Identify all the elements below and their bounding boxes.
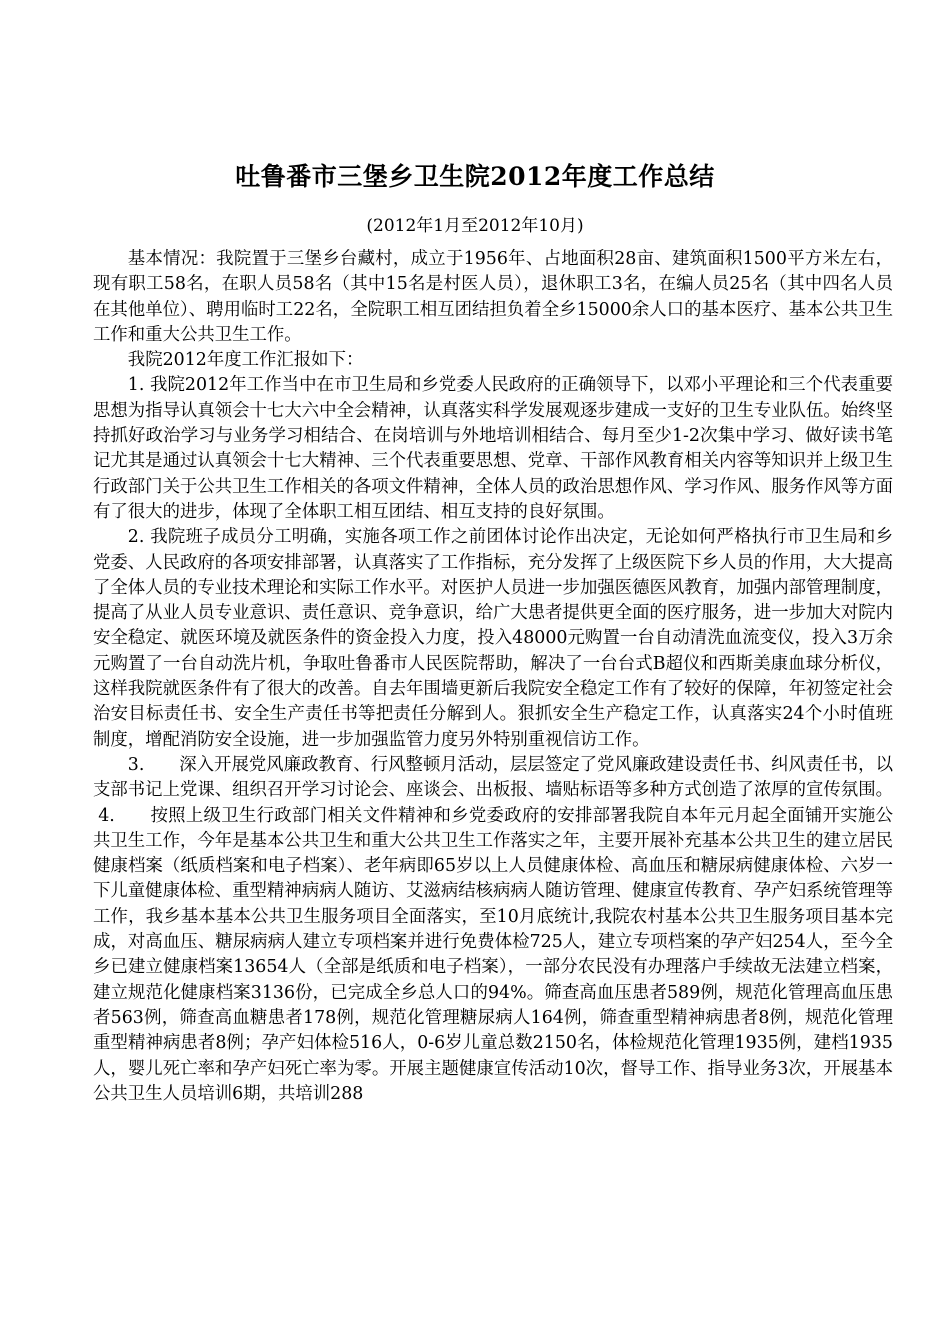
paragraph-item-2: 2. 我院班子成员分工明确，实施各项工作之前团体讨论作出决定，无论如何严格执行市卫生局和乡党委、人民政府的各项安排部署，认真落实了工作指标，充分发挥了上级医院下乡人员的作用，大大提高了全体人员的专业技术理论和实际工作水平。对医护人员进一步加强医德医风教育，加强内部管理制度，提高了从业人员专业意识、责任意识、竞争意识，给广大患者提供更全面的医疗服务，进一步加大对院内安全稳定、就医环境及就医条件的资金投入力度，投入48000元购置一台自动清洗血流变仪，投入3万余元购置了一台自动洗片机，争取吐鲁番市人民医院帮助，解决了一台台式B超仪和西斯美康血球分析仪，这样我院就医条件有了很大的改善。自去年围墙更新后我院安全稳定工作有了较好的保障，年初签定社会治安目标责任书、安全生产责任书等把责任分解到人。狠抓安全生产稳定工作，认真落实24个小时值班制度，增配消防安全设施，进一步加强监管力度另外特别重视信访工作。 [93, 527, 893, 750]
paragraph-item-3: 3. 深入开展党风廉政教育、行风整顿月活动，层层签定了党风廉政建设责任书、纠风责任书，以支部书记上党课、组织召开学习讨论会、座谈会、出板报、墙贴标语等多种方式创造了浓厚的宣传氛围。 [93, 754, 893, 801]
document-title: 吐鲁番市三堡乡卫生院2012年度工作总结 [235, 162, 715, 191]
paragraph-report-intro: 我院2012年度工作汇报如下： [127, 350, 364, 371]
document-subtitle: (2012年1月至2012年10月) [366, 216, 584, 236]
paragraph-item-4: 4. 按照上级卫生行政部门相关文件精神和乡党委政府的安排部署我院自本年元月起全面铺开实施公共卫生工作，今年是基本公共卫生和重大公共卫生工作落实之年，主要开展补充基本公共卫生的建立居民健康档案（纸质档案和电子档案）、老年病即65岁以上人员健康体检、高血压和糖尿病健康体检、六岁一下儿童健康体检、重型精神病病人随访、艾滋病结核病病人随访管理、健康宣传教育、孕产妇系统管理等工作，我乡基本基本公共卫生服务项目全面落实，至10月底统计,我院农村基本公共卫生服务项目基本完成，对高血压、糖尿病病人建立专项档案并进行免费体检725人，建立专项档案的孕产妇254人，至今全乡已建立健康档案13654人（全部是纸质和电子档案），一部分农民没有办理落户手续故无法建立档案，建立规范化健康档案3136份，已完成全乡总人口的94%。筛查高血压患者589例，规范化管理高血压患者563例，筛查高血糖患者178例，规范化管理糖尿病人164例，筛查重型精神病患者8例，规范化管理重型精神病患者8例；孕产妇体检516人，0-6岁儿童总数2150名，体检规范化管理1935例，建档1935人，婴儿死亡率和孕产妇死亡率为零。开展主题健康宣传活动10次，督导工作、指导业务3次，开展基本公共卫生人员培训6期，共培训288 [93, 805, 893, 1104]
paragraph-basic-info: 基本情况：我院置于三堡乡台藏村，成立于1956年、占地面积28亩、建筑面积1500平方米左右，现有职工58名，在职人员58名（其中15名是村医人员），退休职工3名，在编人员25名（其中四名人员在其他单位）、聘用临时工22名，全院职工相互团结担负着全乡15000余人口的基本医疗、基本公共卫生工作和重大公共卫生工作。 [93, 249, 893, 345]
document-body [93, 247, 893, 1107]
paragraph-item-1: 1. 我院2012年工作当中在市卫生局和乡党委人民政府的正确领导下，以邓小平理论和三个代表重要思想为指导认真领会十七大六中全会精神，认真落实科学发展观逐步建成一支好的卫生专业队伍。始终坚持抓好政治学习与业务学习相结合、在岗培训与外地培训相结合、每月至少1-2次集中学习、做好读书笔记尤其是通过认真领会十七大精神、三个代表重要思想、党章、干部作风教育相关内容等知识并上级卫生行政部门关于公共卫生工作相关的各项文件精神，全体人员的政治思想作风、学习作风、服务作风等方面有了很大的进步，体现了全体职工相互团结、相互支持的良好氛围。 [93, 375, 893, 522]
